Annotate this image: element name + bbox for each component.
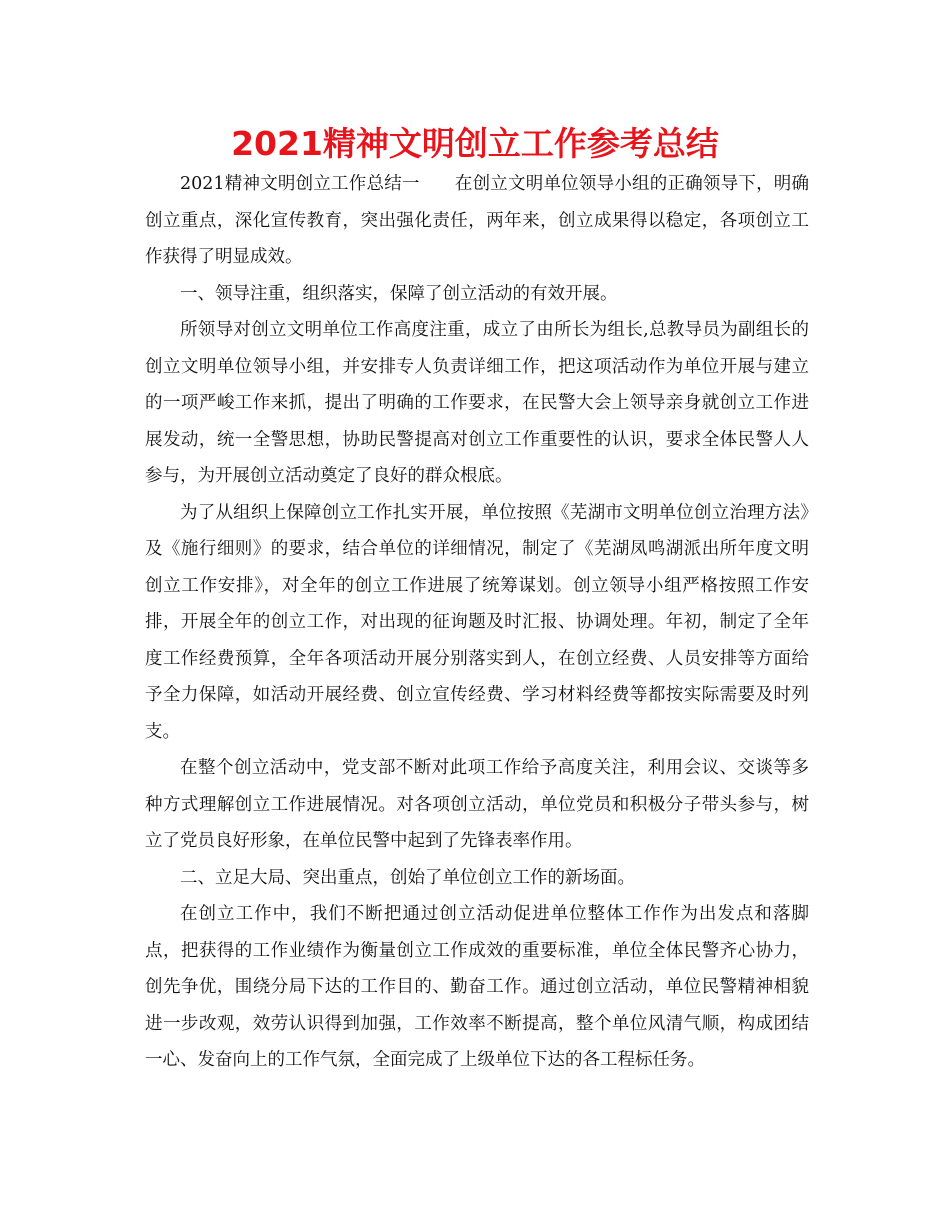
paragraph-3: 为了从组织上保障创立工作扎实开展，单位按照《芜湖市文明单位创立治理方法》及《施行细则》的要求，结合单位的详细情况，制定了《芜湖凤鸣湖派出所年度文明创立工作安排》，对全年的创立工作进展了统筹谋划。创立领导小组严格按照工作安排，开展全年的创立工作，对出现的征询题及时汇报、协调处理。年初，制定了全年度工作经费预算，全年各项活动开展分别落实到人，在创立经费、人员安排等方面给予全力保障，如活动开展经费、创立宣传经费、学习材料经费等都按实际需要及时列支。 <box>145 502 809 742</box>
paragraph-5: 在创立工作中，我们不断把通过创立活动促进单位整体工作作为出发点和落脚点，把获得的工作业绩作为衡量创立工作成效的重要标准，单位全体民警齐心协力，创先争优，围绕分局下达的工作目的、勤奋工作。通过创立活动，单位民警精神相貌进一步改观，效劳认识得到加强，工作效率不断提高，整个单位风清气顺，构成团结一心、发奋向上的工作气氛，全面完成了上级单位下达的各工程标任务。 <box>145 904 809 1070</box>
paragraph-1 <box>145 166 809 276</box>
paragraph-1-text: 在创立文明单位领导小组的正确领导下，明确创立重点，深化宣传教育，突出强化责任，两年来，创立成果得以稳定，各项创立工作获得了明显成效。 <box>145 174 810 267</box>
document-title: 2021精神文明创立工作参考总结 <box>231 124 719 163</box>
section-heading-1: 一、领导注重，组织落实，保障了创立活动的有效开展。 <box>180 283 618 304</box>
paragraph-1-lead: 2021精神文明创立工作总结一 <box>180 174 420 194</box>
document-body <box>145 166 809 1079</box>
paragraph-4: 在整个创立活动中，党支部不断对此项工作给予高度关注，利用会议、交谈等多种方式理解创立工作进展情况。对各项创立活动，单位党员和积极分子带头参与，树立了党员良好形象，在单位民警中起到了先锋表率作用。 <box>145 758 809 851</box>
section-heading-2: 二、立足大局、突出重点，创始了单位创立工作的新场面。 <box>180 867 635 888</box>
paragraph-2: 所领导对创立文明单位工作高度注重，成立了由所长为组长,总教导员为副组长的创立文明单位领导小组，并安排专人负责详细工作，把这项活动作为单位开展与建立的一项严峻工作来抓，提出了明确的工作要求，在民警大会上领导亲身就创立工作进展发动，统一全警思想，协助民警提高对创立工作重要性的认识，要求全体民警人人参与，为开展创立活动奠定了良好的群众根底。 <box>145 320 809 486</box>
